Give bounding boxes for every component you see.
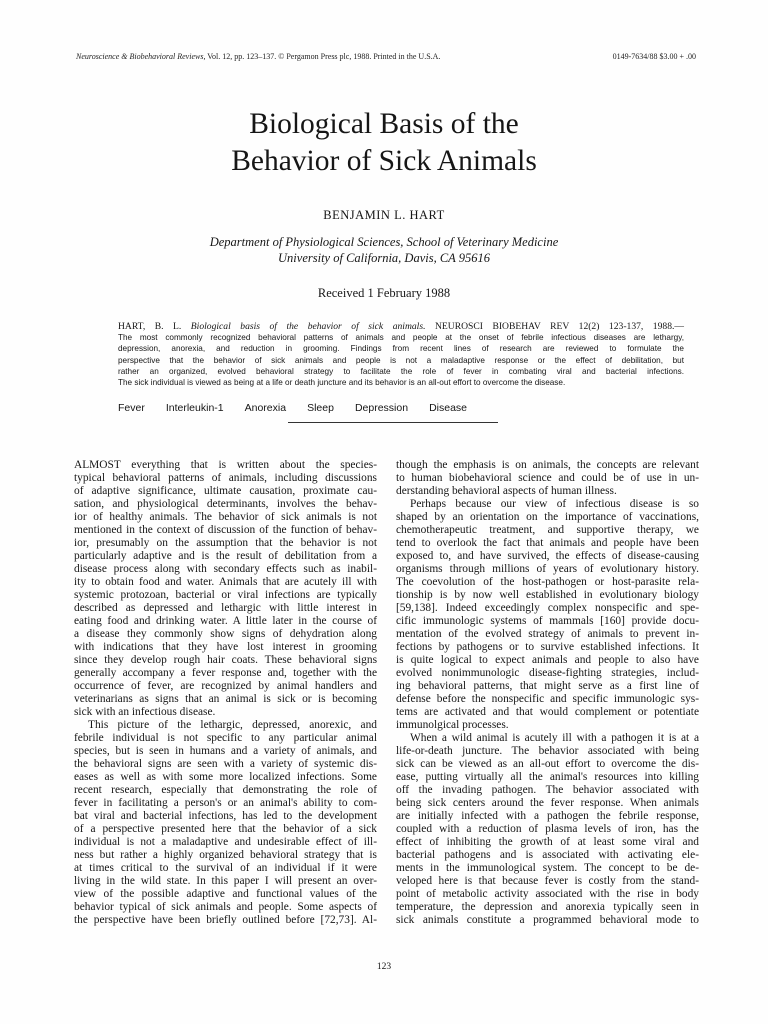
body-text-line: behavior typical of sick animals and people. Some aspects of: [74, 901, 377, 913]
body-text-line: individual is not a maladaptive and undesirable effect of ill-: [74, 836, 377, 848]
body-text-line: is quite logical to expect animals and people to also have: [396, 654, 699, 666]
body-text-line: The coevolution of the host-pathogen or host-parasite rela-: [396, 576, 699, 588]
body-text-line: tems are activated and that would complement or potentiate: [396, 706, 699, 718]
title-line-2: Behavior of Sick Animals: [231, 145, 537, 177]
body-text-line: tionship is by now well established in evolutionary biology: [396, 589, 699, 601]
body-text-line: When a wild animal is acutely ill with a pathogen it is at a: [410, 732, 699, 744]
body-text-line: point of metabolic activity associated with the rise in body: [396, 888, 699, 900]
body-text-line: to human biobehavioral science and could be of use in un-: [396, 472, 699, 484]
author-affiliation: [0, 234, 768, 266]
section-divider: [288, 422, 498, 423]
body-text-line: ease, putting virtually all the animal's resources into killing: [396, 771, 699, 783]
body-text-line: [59,138]. Indeed exceedingly complex nonspecific and spe-: [396, 602, 699, 614]
affiliation-line-1: Department of Physiological Sciences, School of Veterinary Medicine: [209, 235, 559, 249]
body-text-line: temperature, the depression and anorexia typically seen in: [396, 901, 699, 913]
body-text-line: species, but is seen in humans and a variety of animals, and: [74, 745, 377, 757]
body-text-line: sick can be viewed as an all-out effort to overcome the dis-: [396, 758, 699, 770]
body-text-line: particularly adaptive and is the result of debilitation from a: [74, 550, 377, 562]
body-text-line: disease process along with secondary effects such as inabil-: [74, 563, 377, 575]
body-text-line: ness but rather a highly organized behavioral strategy that is: [74, 849, 377, 861]
body-text-line: defense before the nonspecific and specific immunologic sys-: [396, 693, 699, 705]
body-text-line: recent research, especially that demonstrating the role of: [74, 784, 377, 796]
body-text-line: This picture of the lethargic, depressed, anorexic, and: [88, 719, 377, 731]
body-text-line: sick with an infectious disease.: [74, 706, 216, 718]
received-date: Received 1 February 1988: [317, 286, 451, 300]
body-text-line: though the emphasis is on animals, the concepts are relevant: [396, 459, 699, 471]
abstract-line: perspective that the behavior of sick animals and people is not a maladaptive response or the effect of debilitation, but: [118, 355, 684, 365]
article-title: [0, 106, 768, 180]
body-text-line: febrile individual is not specific to any particular animal: [74, 732, 377, 744]
body-text-line: generally accompany a fever response and, together with the: [74, 667, 377, 679]
body-text-line: sation, and physiological determinants, involves the behav-: [74, 498, 377, 510]
keyword: Fever: [118, 402, 145, 414]
abstract-cite-journal: NEUROSCI BIOBEHAV REV 12(2) 123-137, 1988.—: [425, 321, 684, 332]
body-text-line: effect of inhibiting the growth of at least some viral and: [396, 836, 699, 848]
running-header-code: 0149-7634/88 $3.00 + .00: [612, 52, 696, 61]
body-text-line: are initially infected with a pathogen the febrile response,: [396, 810, 699, 822]
body-text-line: typical behavioral patterns of animals, including discussions: [74, 472, 377, 484]
keyword: Disease: [429, 402, 467, 414]
body-text-line: sick animals constitute a programmed behavioral mode to: [396, 914, 699, 926]
body-text-line: ity to obtain food and water. Animals that are acutely ill with: [74, 576, 377, 588]
keyword: Anorexia: [244, 402, 287, 414]
body-column-right: [396, 459, 699, 927]
body-text-line: being sick centers around the fever response. When animals: [396, 797, 699, 809]
abstract-citation: [118, 321, 684, 332]
body-text-line: derstanding behavioral aspects of human illness.: [396, 485, 617, 497]
body-text-line: since they develop rough hair coats. These behavioral signs: [74, 654, 377, 666]
body-text-line: chemotherapeutic treatment, and supportive therapy, we: [396, 524, 699, 536]
body-text-line: of adaptive significance, ultimate causation, proximate cau-: [74, 485, 377, 497]
body-text-line: fever in facilitating a person's or an animal's ability to com-: [74, 797, 377, 809]
title-line-1: Biological Basis of the: [249, 108, 519, 140]
affiliation-line-2: University of California, Davis, CA 95616: [278, 251, 490, 265]
body-text-line: the perspective have been briefly outlined before [72,73]. Al-: [74, 914, 377, 926]
body-text-line: immunolgical processes.: [396, 719, 509, 731]
body-text-line: ALMOST everything that is written about the species-: [74, 459, 377, 471]
abstract-line: rather an organized, evolved behavioral strategy to facilitate the role of fever in combating viral and bacterial infections.: [118, 366, 684, 376]
body-text-line: shaped by an orientation on the importance of vaccinations,: [396, 511, 699, 523]
body-text-line: evolved nonimmunologic disease-fighting strategies, includ-: [396, 667, 699, 679]
keyword: Sleep: [307, 402, 334, 414]
keyword: Interleukin-1: [165, 402, 224, 414]
body-text-line: eating food and drinking water. A little later in the course of: [74, 615, 377, 627]
body-text-line: described as depressed and lethargic with little interest in: [74, 602, 377, 614]
body-text-line: fections by pathogens or to survive established infections. It: [396, 641, 699, 653]
author-name: BENJAMIN L. HART: [323, 208, 445, 222]
body-text-line: coupled with a reduction of plasma levels of iron, has the: [396, 823, 699, 835]
body-text-line: bat viral and bacterial infections, has led to the development: [74, 810, 377, 822]
body-text-line: at times critical to the survival of an individual if it were: [74, 862, 377, 874]
body-text-line: veterinarians as signs that an animal is sick or is becoming: [74, 693, 377, 705]
journal-name: Neuroscience & Biobehavioral Reviews: [76, 52, 204, 61]
keywords: [118, 402, 488, 414]
body-text-line: bacterial pathogens and is associated with activating ele-: [396, 849, 699, 861]
body-text-line: mentation of the evolved strategy of animals to prevent in-: [396, 628, 699, 640]
body-column-left: [74, 459, 377, 927]
body-text-line: exposed to, and have survived, the effects of disease-causing: [396, 550, 699, 562]
body-text-line: Perhaps because our view of infectious disease is so: [410, 498, 699, 510]
body-text-line: life-or-death juncture. The behavior associated with being: [396, 745, 699, 757]
running-header-citation: [76, 52, 440, 61]
abstract-line: The most commonly recognized behavioral patterns of animals and people at the onset of febrile infectious diseases are lethargy,: [118, 333, 684, 343]
abstract: [118, 321, 684, 388]
citation-details: , Vol. 12, pp. 123–137. © Pergamon Press plc, 1988. Printed in the U.S.A.: [203, 52, 441, 61]
keyword: Depression: [354, 402, 409, 414]
body-text-line: organisms through millions of years of evolutionary history.: [396, 563, 699, 575]
body-text-line: view of the possible adaptive and functional values of the: [74, 888, 377, 900]
body-text-line: the behavioral signs are seen with a variety of systemic dis-: [74, 758, 377, 770]
body-text-line: ior, presumably on the assumption that the behavior is not: [74, 537, 377, 549]
body-text-line: off the invading pathogen. The behavior associated with: [396, 784, 699, 796]
body-text-line: occurrence of fever, are recognized by animal handlers and: [74, 680, 377, 692]
body-text-line: a disease they commonly show signs of dehydration along: [74, 628, 377, 640]
body-text-line: veloped here is that because fever is costly from the stand-: [396, 875, 699, 887]
abstract-line: The sick individual is viewed as being at a life or death juncture and its behavior is an all-out effort to overcome the disease.: [118, 378, 566, 388]
body-text-line: mentioned in the context of discussion of the function of behav-: [74, 524, 377, 536]
abstract-line: depression, anorexia, and reduction in grooming. Findings from recent lines of research are reviewed to formulate the: [118, 344, 684, 354]
body-text-line: eases as well as with some more localized infections. Some: [74, 771, 377, 783]
body-text-line: with indications that they have lost interest in grooming: [74, 641, 377, 653]
body-text-line: ing behavioral patterns, that might serve as a first line of: [396, 680, 699, 692]
page-number: 123: [376, 962, 392, 972]
abstract-cite-title: Biological basis of the behavior of sick animals.: [190, 321, 426, 332]
abstract-cite-author: HART, B. L.: [118, 321, 191, 332]
body-text-line: systemic protozoan, bacterial or viral infections are typically: [74, 589, 377, 601]
body-text-line: cific immunologic systems of mammals [160] provide docu-: [396, 615, 699, 627]
body-text-line: ments in the immunological system. The concept to be de-: [396, 862, 699, 874]
body-text-line: of a perspective presented here that the behavior of a sick: [74, 823, 377, 835]
body-text-line: ior of healthy animals. The behavior of sick animals is not: [74, 511, 377, 523]
body-text-line: living in the wild state. In this paper I will present an over-: [74, 875, 377, 887]
body-text-line: tend to overlook the fact that animals and people have been: [396, 537, 699, 549]
